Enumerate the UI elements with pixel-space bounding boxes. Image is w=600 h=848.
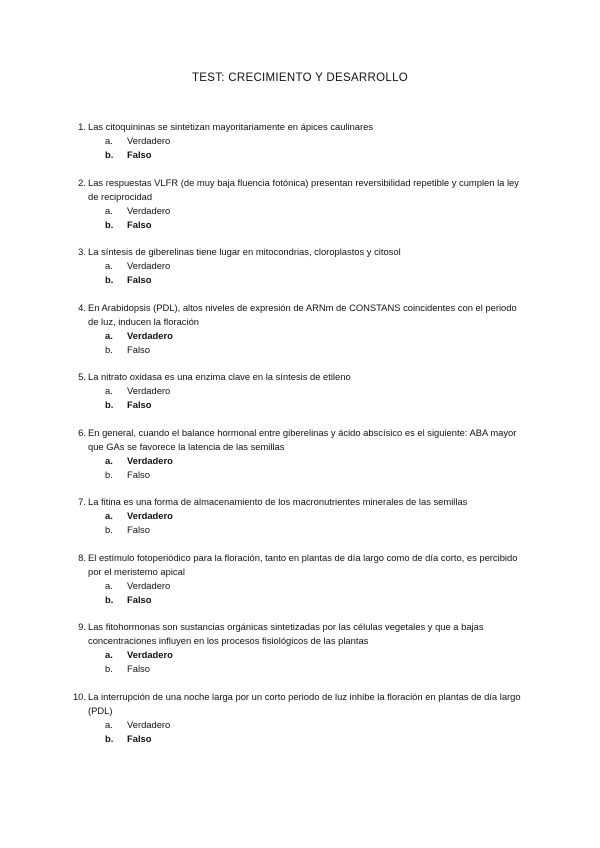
option-letter: a. (105, 510, 113, 521)
option-letter: b. (105, 663, 113, 674)
question-number: 5. (78, 371, 86, 382)
answer-option (88, 134, 528, 148)
question-item (78, 495, 528, 537)
question-number: 6. (78, 426, 86, 438)
option-letter: a. (105, 385, 113, 396)
option-label: Verdadero (127, 454, 173, 466)
question-text: Las citoquininas se sintetizan mayoritariamente en ápices caulinares (88, 121, 374, 132)
option-letter: b. (105, 343, 113, 355)
question-number: 2. (78, 176, 86, 188)
question-text: La interrupción de una noche larga por un corto periodo de luz inhibe la floración en plantas de día largo (PDL) (88, 690, 521, 716)
answer-option (88, 579, 528, 593)
answer-option (88, 454, 528, 468)
option-label: Verdadero (127, 649, 173, 660)
answer-option (88, 398, 528, 412)
question-item (78, 370, 528, 412)
answer-option (88, 509, 528, 523)
question-number: 9. (78, 621, 86, 632)
option-label: Falso (127, 218, 152, 230)
question-number: 8. (78, 551, 86, 563)
question-text: En Arabidopsis (PDL), altos niveles de expresión de ARNm de CONSTANS coincidentes con el periodo de luz, inducen la floración (88, 301, 517, 327)
question-number: 10. (72, 690, 86, 702)
option-letter: b. (105, 149, 114, 160)
option-letter: b. (105, 468, 113, 480)
option-label: Falso (127, 149, 152, 160)
answer-option (88, 648, 528, 662)
answer-option (88, 732, 528, 746)
option-letter: a. (105, 329, 113, 341)
option-label: Verdadero (127, 510, 173, 521)
question-number: 4. (78, 301, 86, 313)
option-letter: b. (105, 399, 114, 410)
question-item (78, 120, 528, 162)
answer-option (88, 259, 528, 273)
option-label: Falso (127, 524, 150, 535)
option-label: Verdadero (127, 260, 171, 271)
page-title: TEST: CRECIMIENTO Y DESARROLLO (191, 72, 409, 84)
option-letter: b. (105, 593, 114, 605)
answer-option (88, 218, 528, 232)
answer-option (88, 662, 528, 676)
option-label: Verdadero (127, 135, 171, 146)
option-label: Verdadero (127, 718, 171, 730)
option-label: Falso (127, 663, 150, 674)
answer-option (88, 329, 528, 343)
option-letter: a. (105, 204, 113, 216)
option-label: Verdadero (127, 329, 173, 341)
question-number: 1. (78, 121, 86, 132)
question-text: La fitina es una forma de almacenamiento de los macronutrientes minerales de las semillas (88, 496, 468, 507)
question-list (0, 120, 600, 759)
option-letter: a. (105, 454, 113, 466)
answer-option (88, 384, 528, 398)
option-letter: b. (105, 274, 114, 285)
answer-option (88, 593, 528, 607)
option-letter: b. (105, 218, 114, 230)
question-item (72, 690, 528, 746)
option-letter: a. (105, 718, 113, 730)
question-text: En general, cuando el balance hormonal entre giberelinas y ácido abscísico es el siguiente: ABA mayor que GAs se favorece la latencia de las semillas (88, 426, 517, 452)
option-letter: a. (105, 649, 113, 660)
question-text: El estímulo fotoperiódico para la floración, tanto en plantas de día largo como de día corto, es percibido por el meristemo apical (88, 551, 518, 577)
option-label: Verdadero (127, 385, 171, 396)
option-letter: a. (105, 135, 113, 146)
question-number: 7. (78, 496, 86, 507)
option-label: Falso (127, 343, 150, 355)
question-text: Las respuestas VLFR (de muy baja fluencia fotónica) presentan reversibilidad repetible y cumplen la ley de reciprocidad (88, 176, 519, 202)
question-item (78, 301, 528, 357)
option-letter: b. (105, 732, 114, 744)
option-label: Falso (127, 593, 152, 605)
answer-option (88, 204, 528, 218)
question-item (78, 620, 528, 676)
answer-option (88, 343, 528, 357)
option-letter: a. (105, 260, 113, 271)
answer-option (88, 523, 528, 537)
answer-option (88, 148, 528, 162)
option-label: Falso (127, 274, 152, 285)
question-item (78, 551, 528, 607)
question-item (78, 176, 528, 232)
question-item (78, 426, 528, 482)
option-label: Verdadero (127, 204, 171, 216)
question-text: Las fitohormonas son sustancias orgánicas sintetizadas por las células vegetales y que a bajas concentraciones influyen en los procesos fisiológicos de las plantas (88, 621, 484, 646)
option-letter: b. (105, 524, 113, 535)
question-text: La nitrato oxidasa es una enzima clave en la síntesis de etileno (88, 371, 351, 382)
question-text: La síntesis de giberelinas tiene lugar en mitocondrias, cloroplastos y citosol (88, 246, 401, 257)
question-number: 3. (78, 246, 86, 257)
answer-option (88, 468, 528, 482)
answer-option (88, 718, 528, 732)
option-label: Falso (127, 399, 152, 410)
option-label: Falso (127, 732, 152, 744)
answer-option (88, 273, 528, 287)
option-letter: a. (105, 579, 113, 591)
question-item (78, 245, 528, 287)
option-label: Verdadero (127, 579, 171, 591)
option-label: Falso (127, 468, 150, 480)
